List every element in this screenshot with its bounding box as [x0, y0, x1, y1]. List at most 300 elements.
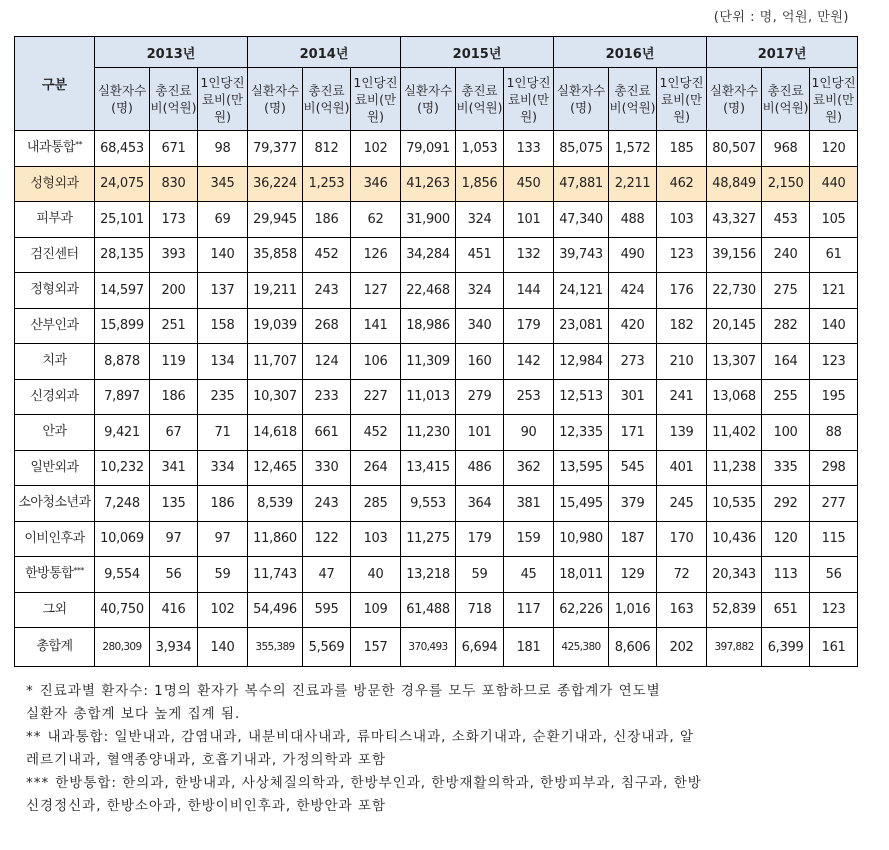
- table-cell: 123: [657, 237, 707, 273]
- subheader-patients: 실환자수(명): [554, 68, 609, 131]
- table-cell: 159: [504, 521, 554, 557]
- footnote-mark: ***: [73, 566, 84, 576]
- table-cell: 115: [810, 521, 858, 557]
- table-cell: 142: [504, 344, 554, 380]
- table-cell: 133: [504, 131, 554, 167]
- table-cell: 120: [762, 521, 810, 557]
- row-label: [15, 308, 95, 344]
- table-cell: 968: [762, 131, 810, 167]
- table-cell: 202: [657, 628, 707, 667]
- table-cell: 28,135: [95, 237, 150, 273]
- table-cell: 340: [456, 308, 504, 344]
- table-cell: 144: [504, 273, 554, 309]
- table-cell: 9,421: [95, 415, 150, 451]
- row-label: [15, 521, 95, 557]
- row-label: [15, 166, 95, 202]
- table-cell: 273: [609, 344, 657, 380]
- row-label: [15, 202, 95, 238]
- table-cell: 12,513: [554, 379, 609, 415]
- table-cell: 187: [609, 521, 657, 557]
- table-cell: 14,618: [248, 415, 303, 451]
- footnote-marker: ***: [26, 775, 50, 791]
- table-cell: 176: [657, 273, 707, 309]
- row-label-text: 신경외과: [30, 388, 79, 404]
- table-cell: 13,307: [707, 344, 762, 380]
- table-cell: 10,232: [95, 450, 150, 486]
- table-row: [15, 237, 858, 273]
- table-cell: 15,899: [95, 308, 150, 344]
- table-cell: 113: [762, 557, 810, 593]
- table-cell: 47: [303, 557, 351, 593]
- footnote-mark: **: [75, 140, 83, 150]
- table-cell: 292: [762, 486, 810, 522]
- footnote-continuation: 실환자 총합계 보다 높게 집계 됨.: [26, 706, 241, 722]
- table-cell: 122: [303, 521, 351, 557]
- table-cell: 13,415: [401, 450, 456, 486]
- table-cell: 1,016: [609, 592, 657, 628]
- table-cell: 1,253: [303, 166, 351, 202]
- table-cell: 9,553: [401, 486, 456, 522]
- table-cell: 157: [351, 628, 401, 667]
- table-cell: 10,535: [707, 486, 762, 522]
- table-cell: 117: [504, 592, 554, 628]
- table-cell: 179: [504, 308, 554, 344]
- table-cell: 13,218: [401, 557, 456, 593]
- table-cell: 364: [456, 486, 504, 522]
- footnote-continuation: 레르기내과, 혈액종양내과, 호흡기내과, 가정의학과 포함: [26, 752, 386, 768]
- footnote-text: 내과통합: 일반내과, 감염내과, 내분비대사내과, 류마티스내과, 소화기내과, 순환기내과, 신장내과, 알: [47, 729, 695, 745]
- table-cell: 36,224: [248, 166, 303, 202]
- table-cell: 345: [198, 166, 248, 202]
- table-cell: 88: [810, 415, 858, 451]
- table-cell: 124: [303, 344, 351, 380]
- row-label: [15, 131, 95, 167]
- table-cell: 163: [657, 592, 707, 628]
- table-cell: 280,309: [95, 628, 150, 667]
- table-cell: 11,860: [248, 521, 303, 557]
- table-cell: 72: [657, 557, 707, 593]
- table-cell: 301: [609, 379, 657, 415]
- table-cell: 101: [504, 202, 554, 238]
- table-cell: 381: [504, 486, 554, 522]
- subheader-total-cost: 총진료비(억원): [456, 68, 504, 131]
- table-cell: 109: [351, 592, 401, 628]
- table-cell: 11,275: [401, 521, 456, 557]
- table-cell: 210: [657, 344, 707, 380]
- table-cell: 23,081: [554, 308, 609, 344]
- header-year-2014: 2014년: [248, 37, 401, 68]
- table-cell: 401: [657, 450, 707, 486]
- table-cell: 2,211: [609, 166, 657, 202]
- table-cell: 812: [303, 131, 351, 167]
- table-cell: 102: [198, 592, 248, 628]
- row-label: [15, 237, 95, 273]
- subheader-patients: 실환자수(명): [248, 68, 303, 131]
- table-body: [15, 131, 858, 667]
- header-gubun: 구분: [15, 37, 95, 131]
- table-cell: 6,694: [456, 628, 504, 667]
- table-cell: 173: [150, 202, 198, 238]
- table-cell: 490: [609, 237, 657, 273]
- table-cell: 123: [810, 344, 858, 380]
- table-cell: 90: [504, 415, 554, 451]
- table-cell: 56: [150, 557, 198, 593]
- table-cell: 45: [504, 557, 554, 593]
- subheader-per-capita-cost: 1인당진료비(만원): [351, 68, 401, 131]
- table-cell: 253: [504, 379, 554, 415]
- table-cell: 440: [810, 166, 858, 202]
- table-cell: 160: [456, 344, 504, 380]
- table-cell: 185: [657, 131, 707, 167]
- table-cell: 1,572: [609, 131, 657, 167]
- table-cell: 425,380: [554, 628, 609, 667]
- row-label: [15, 344, 95, 380]
- table-cell: 279: [456, 379, 504, 415]
- footnotes: [26, 680, 856, 818]
- table-cell: 324: [456, 202, 504, 238]
- table-cell: 545: [609, 450, 657, 486]
- table-cell: 379: [609, 486, 657, 522]
- table-cell: 416: [150, 592, 198, 628]
- table-cell: 718: [456, 592, 504, 628]
- table-cell: 39,156: [707, 237, 762, 273]
- table-row: [15, 379, 858, 415]
- table-cell: 661: [303, 415, 351, 451]
- header-year-2013: 2013년: [95, 37, 248, 68]
- table-cell: 1,053: [456, 131, 504, 167]
- table-cell: 462: [657, 166, 707, 202]
- table-cell: 101: [456, 415, 504, 451]
- table-cell: 97: [198, 521, 248, 557]
- table-cell: 268: [303, 308, 351, 344]
- table-cell: 9,554: [95, 557, 150, 593]
- row-label-text: 일반외과: [30, 459, 79, 475]
- table-cell: 22,468: [401, 273, 456, 309]
- table-cell: 47,340: [554, 202, 609, 238]
- table-cell: 830: [150, 166, 198, 202]
- row-label-text: 성형외과: [30, 175, 79, 191]
- table-cell: 123: [810, 592, 858, 628]
- table-cell: 13,595: [554, 450, 609, 486]
- subheader-per-capita-cost: 1인당진료비(만원): [657, 68, 707, 131]
- table-cell: 346: [351, 166, 401, 202]
- table-cell: 8,606: [609, 628, 657, 667]
- table-cell: 24,075: [95, 166, 150, 202]
- table-cell: 103: [351, 521, 401, 557]
- table-cell: 14,597: [95, 273, 150, 309]
- table-cell: 8,539: [248, 486, 303, 522]
- table-cell: 100: [762, 415, 810, 451]
- table-cell: 126: [351, 237, 401, 273]
- row-label-text: 그외: [42, 601, 67, 617]
- table-cell: 41,263: [401, 166, 456, 202]
- table-cell: 40: [351, 557, 401, 593]
- footnote-marker: **: [26, 729, 42, 745]
- subheader-total-cost: 총진료비(억원): [303, 68, 351, 131]
- table-cell: 61: [810, 237, 858, 273]
- table-cell: 120: [810, 131, 858, 167]
- footnote-item: [26, 726, 856, 749]
- table-cell: 137: [198, 273, 248, 309]
- row-label: [15, 557, 95, 593]
- table-cell: 298: [810, 450, 858, 486]
- row-label-text: 산부인과: [30, 317, 79, 333]
- table-cell: 334: [198, 450, 248, 486]
- table-cell: 158: [198, 308, 248, 344]
- table-cell: 393: [150, 237, 198, 273]
- table-cell: 11,013: [401, 379, 456, 415]
- row-label: [15, 486, 95, 522]
- table-cell: 52,839: [707, 592, 762, 628]
- table-row: [15, 166, 858, 202]
- table-cell: 171: [609, 415, 657, 451]
- table-row: [15, 628, 858, 667]
- table-cell: 341: [150, 450, 198, 486]
- table-cell: 61,488: [401, 592, 456, 628]
- table-cell: 98: [198, 131, 248, 167]
- table-row: [15, 486, 858, 522]
- table-cell: 103: [657, 202, 707, 238]
- table-cell: 3,934: [150, 628, 198, 667]
- table-cell: 69: [198, 202, 248, 238]
- table-cell: 105: [810, 202, 858, 238]
- table-cell: 62: [351, 202, 401, 238]
- table-cell: 40,750: [95, 592, 150, 628]
- row-label: [15, 628, 95, 667]
- table-cell: 12,984: [554, 344, 609, 380]
- table-cell: 22,730: [707, 273, 762, 309]
- table-row: [15, 308, 858, 344]
- table-cell: 139: [657, 415, 707, 451]
- medical-cost-table: [14, 36, 858, 667]
- footnote-marker: *: [26, 683, 34, 699]
- table-row: [15, 557, 858, 593]
- row-label-text: 치과: [42, 353, 67, 369]
- table-cell: 241: [657, 379, 707, 415]
- table-cell: 129: [609, 557, 657, 593]
- table-cell: 243: [303, 273, 351, 309]
- table-cell: 11,402: [707, 415, 762, 451]
- table-cell: 79,091: [401, 131, 456, 167]
- table-cell: 31,900: [401, 202, 456, 238]
- table-cell: 1,856: [456, 166, 504, 202]
- table-cell: 134: [198, 344, 248, 380]
- table-cell: 10,307: [248, 379, 303, 415]
- table-cell: 19,211: [248, 273, 303, 309]
- table-cell: 424: [609, 273, 657, 309]
- table-cell: 179: [456, 521, 504, 557]
- table-cell: 11,230: [401, 415, 456, 451]
- table-cell: 282: [762, 308, 810, 344]
- table-cell: 119: [150, 344, 198, 380]
- table-cell: 5,569: [303, 628, 351, 667]
- table-cell: 127: [351, 273, 401, 309]
- table-cell: 11,707: [248, 344, 303, 380]
- table-cell: 275: [762, 273, 810, 309]
- table-cell: 121: [810, 273, 858, 309]
- row-label-text: 검진센터: [30, 246, 79, 262]
- subheader-patients: 실환자수(명): [401, 68, 456, 131]
- table-cell: 452: [303, 237, 351, 273]
- table-cell: 200: [150, 273, 198, 309]
- table-cell: 324: [456, 273, 504, 309]
- table-cell: 71: [198, 415, 248, 451]
- table-cell: 11,238: [707, 450, 762, 486]
- table-cell: 285: [351, 486, 401, 522]
- table-cell: 39,743: [554, 237, 609, 273]
- row-label: [15, 450, 95, 486]
- table-cell: 186: [150, 379, 198, 415]
- table-cell: 671: [150, 131, 198, 167]
- table-cell: 7,248: [95, 486, 150, 522]
- table-cell: 68,453: [95, 131, 150, 167]
- table-cell: 10,436: [707, 521, 762, 557]
- row-label: [15, 273, 95, 309]
- table-cell: 452: [351, 415, 401, 451]
- table-cell: 85,075: [554, 131, 609, 167]
- row-label-text: 한방통합: [25, 566, 74, 582]
- table-cell: 79,377: [248, 131, 303, 167]
- table-cell: 182: [657, 308, 707, 344]
- row-label-text: 정형외과: [30, 282, 79, 298]
- table-cell: 264: [351, 450, 401, 486]
- table-cell: 453: [762, 202, 810, 238]
- footnote-continuation: 신경정신과, 한방소아과, 한방이비인후과, 한방안과 포함: [26, 798, 386, 814]
- table-row: [15, 131, 858, 167]
- subheader-per-capita-cost: 1인당진료비(만원): [810, 68, 858, 131]
- table-cell: 34,284: [401, 237, 456, 273]
- table-cell: 62,226: [554, 592, 609, 628]
- row-label: [15, 415, 95, 451]
- header-year-2015: 2015년: [401, 37, 554, 68]
- table-cell: 235: [198, 379, 248, 415]
- table-cell: 355,389: [248, 628, 303, 667]
- table-cell: 450: [504, 166, 554, 202]
- table-cell: 233: [303, 379, 351, 415]
- row-label: [15, 592, 95, 628]
- table-cell: 245: [657, 486, 707, 522]
- table-row: [15, 415, 858, 451]
- row-label-text: 내과통합: [26, 140, 76, 156]
- table-cell: 102: [351, 131, 401, 167]
- row-label-text: 피부과: [36, 211, 73, 227]
- table-cell: 397,882: [707, 628, 762, 667]
- subheader-per-capita-cost: 1인당진료비(만원): [198, 68, 248, 131]
- table-cell: 140: [198, 237, 248, 273]
- table-cell: 420: [609, 308, 657, 344]
- table-cell: 330: [303, 450, 351, 486]
- table-cell: 651: [762, 592, 810, 628]
- table-row: [15, 450, 858, 486]
- table-cell: 11,309: [401, 344, 456, 380]
- table-cell: 227: [351, 379, 401, 415]
- table-cell: 181: [504, 628, 554, 667]
- row-label-text: 소아청소년과: [18, 495, 91, 511]
- subheader-row: [15, 68, 858, 131]
- table-cell: 56: [810, 557, 858, 593]
- table-cell: 29,945: [248, 202, 303, 238]
- table-cell: 106: [351, 344, 401, 380]
- footnote-item: [26, 772, 856, 795]
- subheader-total-cost: 총진료비(억원): [609, 68, 657, 131]
- table-cell: 59: [198, 557, 248, 593]
- table-row: [15, 521, 858, 557]
- table-cell: 141: [351, 308, 401, 344]
- table-cell: 488: [609, 202, 657, 238]
- table-cell: 243: [303, 486, 351, 522]
- table-row: [15, 592, 858, 628]
- table-cell: 335: [762, 450, 810, 486]
- table-cell: 140: [810, 308, 858, 344]
- table-cell: 186: [303, 202, 351, 238]
- header-year-2016: 2016년: [554, 37, 707, 68]
- table-cell: 18,986: [401, 308, 456, 344]
- table-cell: 135: [150, 486, 198, 522]
- table-cell: 97: [150, 521, 198, 557]
- table-cell: 164: [762, 344, 810, 380]
- subheader-total-cost: 총진료비(억원): [150, 68, 198, 131]
- header-year-2017: 2017년: [707, 37, 858, 68]
- table-row: [15, 202, 858, 238]
- table-cell: 12,465: [248, 450, 303, 486]
- table-cell: 132: [504, 237, 554, 273]
- table-cell: 451: [456, 237, 504, 273]
- table-cell: 6,399: [762, 628, 810, 667]
- table-cell: 18,011: [554, 557, 609, 593]
- table-cell: 11,743: [248, 557, 303, 593]
- table-row: [15, 344, 858, 380]
- table-cell: 80,507: [707, 131, 762, 167]
- row-label: [15, 379, 95, 415]
- table-cell: 595: [303, 592, 351, 628]
- table-cell: 255: [762, 379, 810, 415]
- table-cell: 43,327: [707, 202, 762, 238]
- table-cell: 59: [456, 557, 504, 593]
- table-cell: 240: [762, 237, 810, 273]
- table-cell: 10,980: [554, 521, 609, 557]
- table-cell: 195: [810, 379, 858, 415]
- subheader-total-cost: 총진료비(억원): [762, 68, 810, 131]
- table-cell: 15,495: [554, 486, 609, 522]
- table-cell: 140: [198, 628, 248, 667]
- table-cell: 24,121: [554, 273, 609, 309]
- table-cell: 170: [657, 521, 707, 557]
- footnote-text: 진료과별 환자수: 1명의 환자가 복수의 진료과를 방문한 경우를 모두 포함하므로 종합계가 연도별: [39, 683, 661, 699]
- table-cell: 486: [456, 450, 504, 486]
- subheader-per-capita-cost: 1인당진료비(만원): [504, 68, 554, 131]
- table-cell: 12,335: [554, 415, 609, 451]
- row-label-text: 이비인후과: [24, 530, 85, 546]
- table-cell: 19,039: [248, 308, 303, 344]
- table-cell: 67: [150, 415, 198, 451]
- row-label-text: 안과: [42, 424, 67, 440]
- table-cell: 20,145: [707, 308, 762, 344]
- table-cell: 10,069: [95, 521, 150, 557]
- table-cell: 48,849: [707, 166, 762, 202]
- table-cell: 186: [198, 486, 248, 522]
- table-cell: 251: [150, 308, 198, 344]
- subheader-patients: 실환자수(명): [707, 68, 762, 131]
- row-label-text: 총합계: [36, 639, 73, 654]
- unit-note: (단위 : 명, 억원, 만원): [713, 10, 849, 25]
- table-cell: 20,343: [707, 557, 762, 593]
- table-cell: 47,881: [554, 166, 609, 202]
- subheader-patients: 실환자수(명): [95, 68, 150, 131]
- table-cell: 35,858: [248, 237, 303, 273]
- footnote-text: 한방통합: 한의과, 한방내과, 사상체질의학과, 한방부인과, 한방재활의학과, 한방피부과, 침구과, 한방: [55, 775, 702, 791]
- footnote-item: [26, 680, 856, 703]
- table-row: [15, 273, 858, 309]
